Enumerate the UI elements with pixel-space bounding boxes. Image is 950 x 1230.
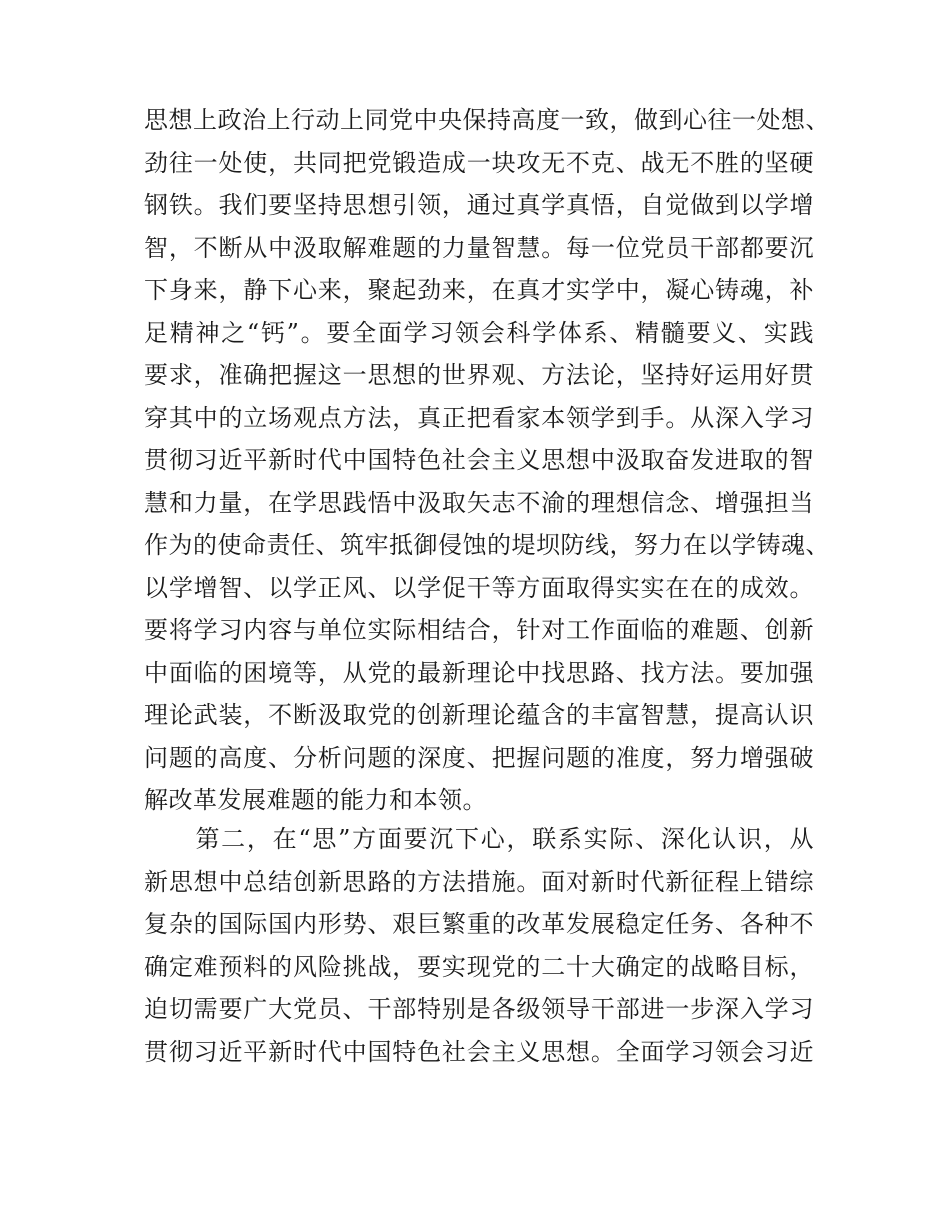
- text-line: 贯彻习近平新时代中国特色社会主义思想中汲取奋发进取的智: [144, 446, 814, 474]
- text-line: 中面临的困境等，从党的最新理论中找思路、找方法。要加强: [144, 658, 814, 687]
- text-line: 复杂的国际国内形势、艰巨繁重的改革发展稳定任务、各种不: [144, 910, 814, 938]
- text-line: 足精神之“钙”。要全面学习领会科学体系、精髓要义、实践: [144, 318, 814, 347]
- text-line: 贯彻习近平新时代中国特色社会主义思想。全面学习领会习近: [144, 1037, 814, 1066]
- paragraph-1: [144, 99, 830, 822]
- text-line: 确定难预料的风险挑战，要实现党的二十大确定的战略目标，: [144, 952, 814, 981]
- text-line: 要将学习内容与单位实际相结合，针对工作面临的难题、创新: [144, 616, 814, 644]
- text-line: 穿其中的立场观点方法，真正把看家本领学到手。从深入学习: [144, 403, 814, 432]
- text-line: 以学增智、以学正风、以学促干等方面取得实实在在的成效。: [144, 573, 814, 602]
- text-line: 问题的高度、分析问题的深度、把握问题的准度，努力增强破: [144, 743, 814, 772]
- text-line: 作为的使命责任、筑牢抵御侵蚀的堤坝防线，努力在以学铸魂、: [144, 531, 830, 559]
- text-line: 思想上政治上行动上同党中央保持高度一致，做到心往一处想、: [144, 106, 830, 134]
- text-line: 下身来，静下心来，聚起劲来，在真才实学中，凝心铸魂，补: [144, 276, 814, 304]
- text-line: 要求，准确把握这一思想的世界观、方法论，坚持好运用好贯: [144, 361, 814, 389]
- text-line: 钢铁。我们要坚持思想引领，通过真学真悟，自觉做到以学增: [144, 191, 814, 219]
- text-line: 迫切需要广大党员、干部特别是各级领导干部进一步深入学习: [144, 995, 814, 1023]
- paragraph-2: [144, 818, 814, 1073]
- text-line: 理论武装，不断汲取党的创新理论蕴含的丰富智慧，提高认识: [144, 701, 814, 729]
- text-line: 智，不断从中汲取解难题的力量智慧。每一位党员干部都要沉: [144, 233, 814, 262]
- text-line: 劲往一处使，共同把党锻造成一块攻无不克、战无不胜的坚硬: [144, 148, 814, 177]
- text-line: 新思想中总结创新思路的方法措施。面对新时代新征程上错综: [144, 867, 814, 896]
- text-line: 慧和力量，在学思践悟中汲取矢志不渝的理想信念、增强担当: [144, 488, 814, 517]
- text-line: 解改革发展难题的能力和本领。: [144, 786, 487, 814]
- text-line: 第二，在“思”方面要沉下心，联系实际、深化认识，从: [144, 825, 814, 853]
